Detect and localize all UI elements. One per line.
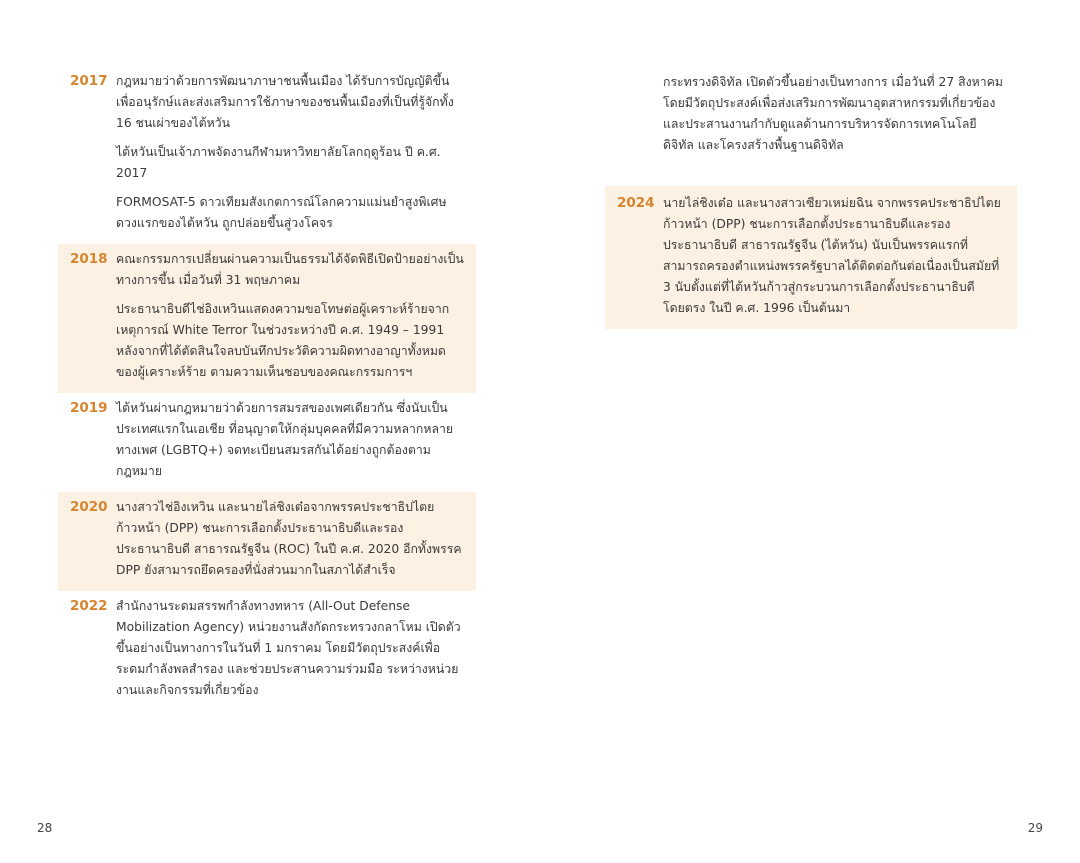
timeline-column-left [58,66,476,711]
entry-paragraph: คณะกรรมการเปลี่ยนผ่านความเป็นธรรมได้จัดพิธีเปิดป้ายอย่างเป็นทางการขึ้น เมื่อวันที่ 31 พฤษภาคม [116,252,464,287]
entry-year: 2024 [617,195,655,211]
timeline-entry-2020 [58,492,476,591]
page-number: 28 [37,821,53,835]
entry-year: 2018 [70,251,108,267]
entry-year: 2022 [70,598,108,614]
right-page [540,0,1080,863]
timeline-entry-2024 [605,186,1017,329]
entry-body [116,249,466,383]
entry-paragraph: FORMOSAT-5 ดาวเทียมสังเกตการณ์โลกความแม่นยำสูงพิเศษดวงแรกของไต้หวัน ถูกปล่อยขึ้นสู่วงโคจร [116,195,447,230]
entry-paragraph: สำนักงานระดมสรรพกำลังทางทหาร (All-Out Defense Mobilization Agency) หน่วยงานสังกัดกระทรวงกลาโหม เปิดตัวขึ้นอย่างเป็นทางการในวันที่ 1 มกราคม โดยมีวัตถุประสงค์เพื่อระดมกำลังพลสำรอง และช่วยประสานความร่วมมือ ระหว่างหน่วยงานและกิจกรรมที่เกี่ยวข้อง [116,599,461,697]
timeline-entry-2022 [58,591,476,711]
entry-body [116,398,466,482]
entry-body [116,71,466,234]
entry-paragraph: กฎหมายว่าด้วยการพัฒนาภาษาชนพื้นเมือง ได้รับการบัญญัติขึ้นเพื่ออนุรักษ์และส่งเสริมการใช้ภาษาของชนพื้นเมืองที่เป็นที่รู้จักทั้ง 16 ชนเผ่าของไต้หวัน [116,74,454,130]
entry-paragraph: ประธานาธิบดีไช่อิงเหวินแสดงความขอโทษต่อผู้เคราะห์ร้ายจากเหตุการณ์ White Terror ในช่วงระหว่างปี ค.ศ. 1949 – 1991 หลังจากที่ได้ตัดสินใจลบบันทึกประวัติความผิดทางอาญาทั้งหมดของผู้เคราะห์ร้าย ตามความเห็นชอบของคณะกรรมการฯ [116,302,450,379]
entry-year: 2019 [70,400,108,416]
timeline-entry-2017 [58,66,476,244]
entry-continuation [605,72,1017,166]
entry-paragraph: นางสาวไช่อิงเหวิน และนายไล่ชิงเต๋อจากพรรคประชาธิปไตยก้าวหน้า (DPP) ชนะการเลือกตั้งประธานาธิบดีและรองประธานาธิบดี สาธารณรัฐจีน (ROC) ในปี ค.ศ. 2020 อีกทั้งพรรค DPP ยังสามารถยึดครองที่นั่งส่วนมากในสภาได้สำเร็จ [116,500,462,577]
page-number: 29 [1027,821,1043,835]
entry-body [663,193,1007,319]
entry-year: 2017 [70,73,108,89]
entry-body [116,596,466,701]
entry-year: 2020 [70,499,108,515]
timeline-column-right [605,72,1017,329]
entry-body [116,497,466,581]
entry-paragraph: นายไล่ชิงเต๋อ และนางสาวเซียวเหม่ยฉิน จากพรรคประชาธิปไตยก้าวหน้า (DPP) ชนะการเลือกตั้งประธานาธิบดีและรองประธานาธิบดี สาธารณรัฐจีน (ไต้หวัน) นับเป็นพรรคแรกที่สามารถครองตำแหน่งพรรครัฐบาลได้ติดต่อกันต่อเนื่องเป็นสมัยที่ 3 นับตั้งแต่ที่ไต้หวันก้าวสู่กระบวนการเลือกตั้งประธานาธิบดีโดยตรง ในปี ค.ศ. 1996 เป็นต้นมา [663,196,1001,315]
entry-paragraph: ไต้หวันผ่านกฎหมายว่าด้วยการสมรสของเพศเดียวกัน ซึ่งนับเป็นประเทศแรกในเอเชีย ที่อนุญาตให้กลุ่มบุคคลที่มีความหลากหลายทางเพศ (LGBTQ+) จดทะเบียนสมรสกันได้อย่างถูกต้องตามกฎหมาย [116,401,454,478]
timeline-entry-2018 [58,244,476,393]
entry-paragraph: ไต้หวันเป็นเจ้าภาพจัดงานกีฬามหาวิทยาลัยโลกฤดูร้อน ปี ค.ศ. 2017 [116,145,441,180]
entry-paragraph: กระทรวงดิจิทัล เปิดตัวขึ้นอย่างเป็นทางการ เมื่อวันที่ 27 สิงหาคม โดยมีวัตถุประสงค์เพื่อส่งเสริมการพัฒนาอุตสาหกรรมที่เกี่ยวข้อง และประสานงานกำกับดูแลด้านการบริหารจัดการเทคโนโลยีดิจิทัล และโครงสร้างพื้นฐานดิจิทัล [663,75,1003,152]
timeline-entry-2019 [58,393,476,492]
